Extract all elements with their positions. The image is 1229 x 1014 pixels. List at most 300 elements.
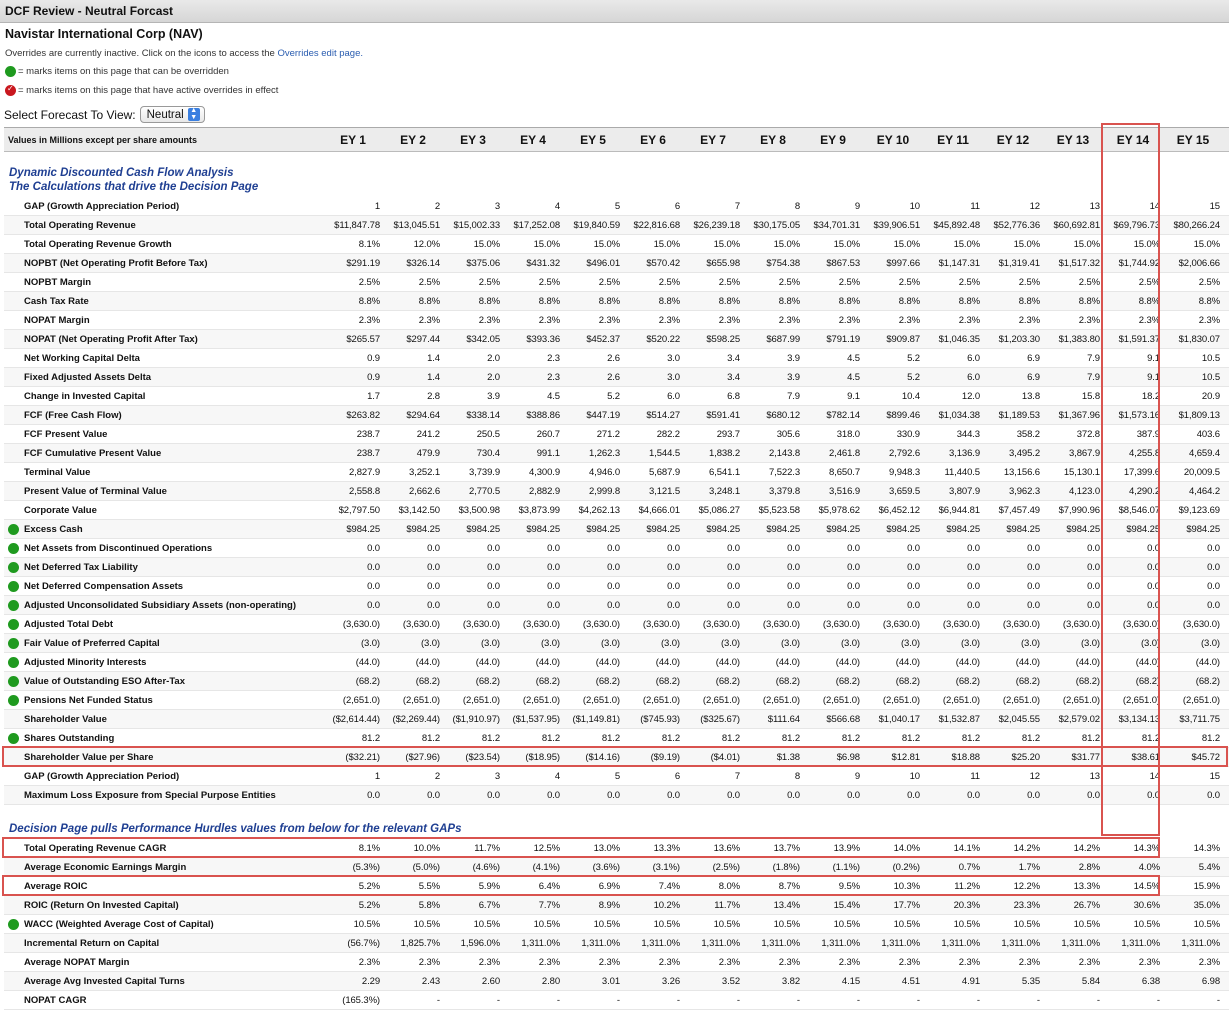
cell-value: 4.5	[547, 391, 560, 402]
row-label: WACC (Weighted Average Cost of Capital)	[24, 919, 214, 930]
cell-value: (3,630.0)	[1182, 619, 1220, 630]
table-row	[4, 197, 1229, 216]
cell-value: -	[736, 995, 740, 1006]
cell-value: 0.0	[907, 543, 920, 554]
cell-value: 260.7	[536, 429, 560, 440]
cell-value: 12.5%	[533, 843, 560, 854]
cell-value: 9	[854, 771, 860, 782]
row-label: NOPAT (Net Operating Profit After Tax)	[24, 334, 198, 345]
cell-value: 81.2	[361, 733, 380, 744]
cell-value: (68.2)	[1015, 676, 1040, 687]
cell-value: 4	[554, 771, 560, 782]
cell-value: 14.3%	[1193, 843, 1220, 854]
cell-value: $342.05	[466, 334, 500, 345]
cell-value: 2.5%	[658, 277, 680, 288]
cell-value: 3.52	[721, 976, 740, 987]
override-dot-icon[interactable]	[8, 619, 19, 630]
cell-value: (3,630.0)	[582, 619, 620, 630]
cell-value: (165.3%)	[342, 995, 380, 1006]
forecast-label: Select Forecast To View:	[4, 107, 136, 122]
row-label: Average NOPAT Margin	[24, 957, 130, 968]
cell-value: 2.3%	[478, 957, 500, 968]
cell-value: 17,399.6	[1123, 467, 1160, 478]
cell-value: 4.5	[847, 353, 860, 364]
cell-value: 0.0	[367, 543, 380, 554]
cell-value: 10.5%	[713, 919, 740, 930]
cell-value: 4.51	[901, 976, 920, 987]
cell-value: 1	[374, 201, 380, 212]
table-row	[4, 216, 1229, 235]
cell-value: 4.15	[841, 976, 860, 987]
cell-value: $782.14	[826, 410, 860, 421]
cell-value: 14	[1149, 771, 1160, 782]
row-label: Fixed Adjusted Assets Delta	[24, 372, 152, 383]
cell-value: ($1,910.97)	[452, 714, 500, 725]
override-dot-icon[interactable]	[8, 600, 19, 611]
cell-value: 2.5%	[538, 277, 560, 288]
cell-value: (44.0)	[1015, 657, 1040, 668]
cell-value: 0.0	[907, 581, 920, 592]
cell-value: 81.2	[1141, 733, 1160, 744]
cell-value: 0.0	[667, 600, 680, 611]
cell-value: 15.0%	[1013, 239, 1040, 250]
cell-value: 10.2%	[653, 900, 680, 911]
cell-value: (68.2)	[535, 676, 560, 687]
cell-value: $1,367.96	[1058, 410, 1100, 421]
cell-value: (2.5%)	[712, 862, 740, 873]
override-dot-icon[interactable]	[8, 695, 19, 706]
cell-value: 7.9	[1087, 353, 1100, 364]
column-header: EY 2	[400, 133, 426, 147]
cell-value: 15.9%	[1193, 881, 1220, 892]
cell-value: 2.5%	[1018, 277, 1040, 288]
cell-value: $5,523.58	[758, 505, 800, 516]
override-dot-icon[interactable]	[8, 543, 19, 554]
cell-value: $1,319.41	[998, 258, 1040, 269]
cell-value: 2.5%	[718, 277, 740, 288]
cell-value: (3,630.0)	[882, 619, 920, 630]
override-dot-icon[interactable]	[8, 524, 19, 535]
cell-value: (68.2)	[835, 676, 860, 687]
cell-value: 0.0	[787, 581, 800, 592]
cell-value: (3,630.0)	[1122, 619, 1160, 630]
cell-value: 991.1	[536, 448, 560, 459]
column-header: EY 1	[340, 133, 366, 147]
cell-value: $31.77	[1071, 752, 1100, 763]
cell-value: 4,290.2	[1129, 486, 1160, 497]
cell-value: 0.0	[547, 600, 560, 611]
cell-value: 15.0%	[1133, 239, 1160, 250]
cell-value: 2.3%	[838, 315, 860, 326]
cell-value: 3	[494, 771, 500, 782]
cell-value: 0.0	[1147, 562, 1160, 573]
cell-value: 3,867.9	[1069, 448, 1100, 459]
column-header: EY 9	[820, 133, 846, 147]
cell-value: $111.64	[767, 714, 800, 725]
cell-value: 0.0	[667, 790, 680, 801]
cell-value: 1,311.0%	[1181, 938, 1220, 949]
cell-value: 2.3%	[838, 957, 860, 968]
forecast-select[interactable]	[140, 106, 205, 123]
table-header	[4, 128, 1229, 152]
cell-value: 0.0	[607, 543, 620, 554]
cell-value: (3.0)	[1020, 638, 1040, 649]
cell-value: $388.86	[526, 410, 560, 421]
cell-value: 1,311.0%	[761, 938, 800, 949]
cell-value: 2.8	[427, 391, 440, 402]
cell-value: (3,630.0)	[1062, 619, 1100, 630]
row-label: Fair Value of Preferred Capital	[24, 638, 160, 649]
cell-value: 2.3%	[1198, 957, 1220, 968]
cell-value: $80,266.24	[1173, 220, 1220, 231]
cell-value: 10.5	[1201, 353, 1220, 364]
cell-value: $1,147.31	[938, 258, 980, 269]
cell-value: (44.0)	[955, 657, 980, 668]
column-header: EY 4	[520, 133, 546, 147]
table-row	[4, 991, 1229, 1010]
cell-value: 10.5%	[1013, 919, 1040, 930]
table-row	[4, 672, 1229, 691]
cell-value: 0.0	[367, 790, 380, 801]
cell-value: 0.0	[1087, 790, 1100, 801]
cell-value: 0.0	[967, 562, 980, 573]
cell-value: 0.0	[667, 543, 680, 554]
cell-value: 13.8	[1021, 391, 1040, 402]
cell-value: 8.8%	[1198, 296, 1220, 307]
cell-value: $17,252.08	[513, 220, 560, 231]
cell-value: 0.9	[367, 372, 380, 383]
cell-value: 15	[1209, 201, 1220, 212]
cell-value: 13.4%	[773, 900, 800, 911]
cell-value: 15.0%	[1073, 239, 1100, 250]
cell-value: 2,999.8	[589, 486, 620, 497]
table-row	[4, 691, 1229, 710]
cell-value: $984.25	[406, 524, 440, 535]
cell-value: (3.1%)	[652, 862, 680, 873]
cell-value: 2.6	[607, 372, 620, 383]
cell-value: 6.9	[1027, 372, 1040, 383]
cell-value: 8.8%	[358, 296, 380, 307]
section-dcf-line2: The Calculations that drive the Decision Page	[9, 181, 259, 193]
dcf-table	[4, 127, 1229, 1014]
section-hurdles-title: Decision Page pulls Performance Hurdles values from below for the relevant GAPs	[9, 823, 462, 835]
cell-value: 13	[1089, 201, 1100, 212]
cell-value: 0.0	[427, 790, 440, 801]
cell-value: 2.3%	[358, 315, 380, 326]
cell-value: 13,156.6	[1003, 467, 1040, 478]
cell-value: -	[496, 995, 500, 1006]
cell-value: 9,948.3	[889, 467, 920, 478]
table-row	[4, 501, 1229, 520]
forecast-select-value: Neutral	[146, 108, 184, 121]
cell-value: (3.0)	[480, 638, 500, 649]
cell-value: 10.5%	[893, 919, 920, 930]
cell-value: $7,990.96	[1058, 505, 1100, 516]
override-dot-icon[interactable]	[8, 562, 19, 573]
cell-value: 6.0	[667, 391, 680, 402]
cell-value: 5.9%	[478, 881, 500, 892]
cell-value: (68.2)	[595, 676, 620, 687]
cell-value: 0.0	[1207, 790, 1220, 801]
override-dot-icon[interactable]	[8, 733, 19, 744]
cell-value: $899.46	[886, 410, 920, 421]
cell-value: (5.0%)	[412, 862, 440, 873]
cell-value: 14.0%	[893, 843, 920, 854]
cell-value: 0.0	[847, 562, 860, 573]
cell-value: 2.5%	[478, 277, 500, 288]
cell-value: (3,630.0)	[762, 619, 800, 630]
cell-value: 3,121.5	[649, 486, 680, 497]
cell-value: $5,086.27	[698, 505, 740, 516]
cell-value: $3,500.98	[458, 505, 500, 516]
cell-value: (2,651.0)	[1002, 695, 1040, 706]
cell-value: $6,452.12	[878, 505, 920, 516]
override-dot-icon[interactable]	[8, 638, 19, 649]
cell-value: 81.2	[1201, 733, 1220, 744]
window-title: DCF Review - Neutral Forcast	[0, 0, 1229, 23]
cell-value: 1,311.0%	[821, 938, 860, 949]
cell-value: 10.5%	[533, 919, 560, 930]
row-label: Value of Outstanding ESO After-Tax	[24, 676, 185, 687]
override-dot-icon[interactable]	[8, 657, 19, 668]
cell-value: (3,630.0)	[402, 619, 440, 630]
cell-value: (0.2%)	[892, 862, 920, 873]
cell-value: $655.98	[706, 258, 740, 269]
row-label: Adjusted Unconsolidated Subsidiary Assets (non-operating)	[24, 600, 297, 611]
cell-value: $263.82	[346, 410, 380, 421]
cell-value: 5.2%	[358, 900, 380, 911]
cell-value: 3.0	[667, 353, 680, 364]
cell-value: 0.0	[547, 543, 560, 554]
cell-value: 0.0	[607, 600, 620, 611]
cell-value: 14	[1149, 201, 1160, 212]
cell-value: 6.9%	[598, 881, 620, 892]
cell-value: 1,311.0%	[1121, 938, 1160, 949]
cell-value: (4.1%)	[532, 862, 560, 873]
cell-value: (2,651.0)	[822, 695, 860, 706]
cell-value: $6.98	[836, 752, 860, 763]
cell-value: 11.7%	[714, 900, 740, 911]
cell-value: 3,248.1	[709, 486, 740, 497]
cell-value: 8	[794, 201, 800, 212]
row-label: Total Operating Revenue CAGR	[24, 843, 167, 854]
cell-value: 3,962.3	[1009, 486, 1040, 497]
cell-value: 14.1%	[953, 843, 980, 854]
cell-value: 13.0%	[593, 843, 620, 854]
column-header: EY 13	[1056, 133, 1090, 147]
cell-value: 3.9	[787, 372, 800, 383]
cell-value: $60,692.81	[1053, 220, 1100, 231]
cell-value: 6.98	[1201, 976, 1220, 987]
cell-value: 35.0%	[1193, 900, 1220, 911]
cell-value: 2.5%	[778, 277, 800, 288]
override-dot-icon[interactable]	[8, 581, 19, 592]
cell-value: $2,045.55	[998, 714, 1040, 725]
overrides-edit-link[interactable]: Overrides edit page.	[277, 48, 363, 59]
cell-value: 12.2%	[1013, 881, 1040, 892]
cell-value: 0.0	[847, 543, 860, 554]
cell-value: ($4.01)	[710, 752, 740, 763]
override-dot-icon[interactable]	[8, 919, 19, 930]
cell-value: (44.0)	[355, 657, 380, 668]
cell-value: 2.5%	[358, 277, 380, 288]
cell-value: $326.14	[406, 258, 440, 269]
override-dot-icon[interactable]	[8, 676, 19, 687]
cell-value: ($1,537.95)	[512, 714, 560, 725]
cell-value: 2.3	[547, 353, 560, 364]
cell-value: $4,666.01	[638, 505, 680, 516]
cell-value: (2,651.0)	[642, 695, 680, 706]
cell-value: (44.0)	[415, 657, 440, 668]
table-row	[4, 520, 1229, 539]
cell-value: 10	[909, 771, 920, 782]
cell-value: 4,946.0	[589, 467, 620, 478]
cell-value: 1,825.7%	[400, 938, 440, 949]
cell-value: 0.0	[607, 790, 620, 801]
row-label: Maximum Loss Exposure from Special Purpose Entities	[24, 790, 276, 801]
cell-value: (2,651.0)	[1182, 695, 1220, 706]
red-check-icon	[5, 85, 16, 96]
table-row	[4, 387, 1229, 406]
table-row	[4, 235, 1229, 254]
cell-value: 81.2	[481, 733, 500, 744]
cell-value: -	[1036, 995, 1040, 1006]
cell-value: 3.01	[601, 976, 620, 987]
cell-value: -	[856, 995, 860, 1006]
legend-green	[5, 66, 229, 77]
cell-value: 2.3%	[778, 315, 800, 326]
cell-value: -	[796, 995, 800, 1006]
cell-value: 10.5%	[473, 919, 500, 930]
cell-value: ($2,614.44)	[332, 714, 380, 725]
cell-value: $566.68	[826, 714, 860, 725]
cell-value: 0.0	[1087, 600, 1100, 611]
cell-value: 8.8%	[838, 296, 860, 307]
cell-value: 1,311.0%	[1001, 938, 1040, 949]
cell-value: 1.4	[427, 372, 440, 383]
cell-value: 2.3%	[718, 957, 740, 968]
cell-value: $984.25	[1126, 524, 1160, 535]
cell-value: $452.37	[586, 334, 620, 345]
cell-value: 9.5%	[838, 881, 860, 892]
cell-value: $45.72	[1191, 752, 1220, 763]
cell-value: $1,532.87	[938, 714, 980, 725]
cell-value: 0.0	[487, 581, 500, 592]
table-row	[4, 858, 1229, 877]
cell-value: $984.25	[1066, 524, 1100, 535]
cell-value: 15.0%	[773, 239, 800, 250]
cell-value: 81.2	[661, 733, 680, 744]
cell-value: 4.5	[847, 372, 860, 383]
cell-value: (44.0)	[655, 657, 680, 668]
cell-value: 0.0	[427, 543, 440, 554]
cell-value: 2.5%	[838, 277, 860, 288]
cell-value: $1.38	[776, 752, 800, 763]
cell-value: 0.0	[487, 600, 500, 611]
cell-value: $984.25	[346, 524, 380, 535]
cell-value: 11,440.5	[944, 467, 980, 478]
cell-value: 0.0	[667, 562, 680, 573]
cell-value: 10.5%	[953, 919, 980, 930]
cell-value: 7.7%	[538, 900, 560, 911]
cell-value: 14.2%	[1073, 843, 1100, 854]
row-label: Shareholder Value	[24, 714, 107, 725]
cell-value: (44.0)	[715, 657, 740, 668]
cell-value: $4,262.13	[578, 505, 620, 516]
cell-value: 2.3%	[1018, 315, 1040, 326]
cell-value: 271.2	[596, 429, 620, 440]
cell-value: (44.0)	[835, 657, 860, 668]
cell-value: $45,892.48	[933, 220, 980, 231]
cell-value: 0.0	[967, 581, 980, 592]
cell-value: 4	[554, 201, 560, 212]
cell-value: $3,134.13	[1118, 714, 1160, 725]
table-row	[4, 349, 1229, 368]
cell-value: 2.3%	[958, 957, 980, 968]
cell-value: 6.9	[1027, 353, 1040, 364]
cell-value: 0.0	[607, 562, 620, 573]
cell-value: $11,847.78	[334, 220, 380, 231]
cell-value: 0.0	[907, 562, 920, 573]
cell-value: -	[676, 995, 680, 1006]
cell-value: 1.4	[427, 353, 440, 364]
cell-value: 2.3%	[598, 957, 620, 968]
cell-value: (56.7%)	[347, 938, 380, 949]
cell-value: 5	[614, 201, 620, 212]
cell-value: 8.1%	[358, 239, 380, 250]
cell-value: 0.9	[367, 353, 380, 364]
cell-value: 305.6	[776, 429, 800, 440]
cell-value: 0.0	[1087, 581, 1100, 592]
cell-value: 1.7%	[1018, 862, 1040, 873]
cell-value: 6,541.1	[709, 467, 740, 478]
column-header: EY 8	[760, 133, 786, 147]
cell-value: 293.7	[716, 429, 740, 440]
cell-value: 0.0	[1087, 543, 1100, 554]
cell-value: 8.8%	[658, 296, 680, 307]
cell-value: 2,827.9	[349, 467, 380, 478]
column-header: EY 6	[640, 133, 666, 147]
cell-value: 15.0%	[1193, 239, 1220, 250]
cell-value: (1.8%)	[772, 862, 800, 873]
row-label: Shares Outstanding	[24, 733, 115, 744]
cell-value: $3,873.99	[518, 505, 560, 516]
column-header: EY 14	[1116, 133, 1150, 147]
cell-value: -	[976, 995, 980, 1006]
cell-value: 4.0%	[1138, 862, 1160, 873]
cell-value: 11.7%	[474, 843, 500, 854]
cell-value: 81.2	[541, 733, 560, 744]
table-row	[4, 767, 1229, 786]
cell-value: ($1,149.81)	[572, 714, 620, 725]
cell-value: 8.8%	[1078, 296, 1100, 307]
cell-value: 0.0	[1147, 790, 1160, 801]
table-row	[4, 330, 1229, 349]
cell-value: 6.8	[727, 391, 740, 402]
cell-value: 5.2	[607, 391, 620, 402]
cell-value: 9.1	[1147, 353, 1160, 364]
cell-value: 1,311.0%	[701, 938, 740, 949]
cell-value: 1,311.0%	[881, 938, 920, 949]
column-header: EY 7	[700, 133, 726, 147]
cell-value: (44.0)	[1075, 657, 1100, 668]
cell-value: 6.4%	[538, 881, 560, 892]
cell-value: 81.2	[781, 733, 800, 744]
cell-value: 13.7%	[773, 843, 800, 854]
cell-value: (68.2)	[955, 676, 980, 687]
cell-value: 1,596.0%	[460, 938, 500, 949]
cell-value: 10.5%	[833, 919, 860, 930]
